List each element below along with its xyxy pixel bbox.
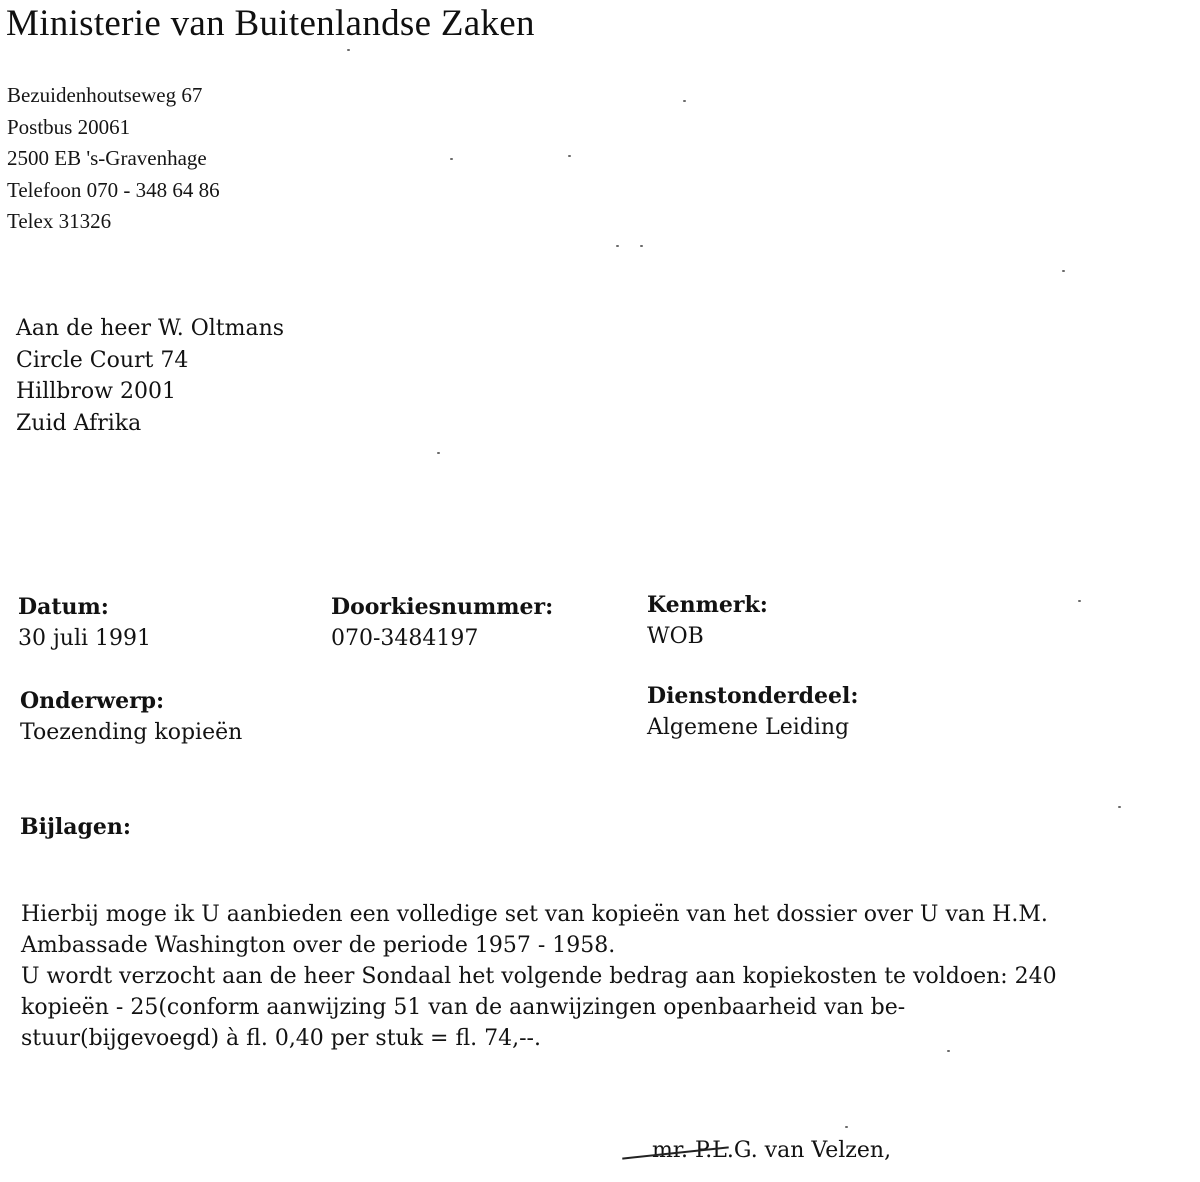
recipient-line: Circle Court 74 xyxy=(16,347,189,373)
signature-line xyxy=(652,1138,891,1163)
doorkiesnummer-value: 070-3484197 xyxy=(331,626,479,651)
signature-name: .G. van Velzen, xyxy=(726,1138,892,1163)
datum-field xyxy=(18,592,151,654)
address-line: Postbus 20061 xyxy=(7,114,131,139)
onderwerp-value: Toezending kopieën xyxy=(20,720,243,745)
kenmerk-field xyxy=(647,590,768,652)
datum-value: 30 juli 1991 xyxy=(18,626,152,651)
bijlagen-field xyxy=(20,812,131,843)
dienstonderdeel-label: Dienstonderdeel: xyxy=(647,683,859,709)
kenmerk-label: Kenmerk: xyxy=(647,592,768,618)
recipient-line: Zuid Afrika xyxy=(16,410,142,436)
scan-speck xyxy=(347,49,350,51)
body-line: Ambassade Washington over de periode 1957 - 1958. xyxy=(21,933,616,958)
kenmerk-value: WOB xyxy=(647,624,704,649)
body-line: stuur(bijgevoegd) à fl. 0,40 per stuk = fl. 74,--. xyxy=(21,1026,541,1051)
address-line: Telex 31326 xyxy=(7,209,112,233)
datum-label: Datum: xyxy=(18,594,109,620)
bijlagen-label: Bijlagen: xyxy=(20,814,132,840)
scan-speck xyxy=(845,1126,848,1128)
doorkiesnummer-field xyxy=(331,592,553,654)
scan-speck xyxy=(1062,270,1065,272)
dienstonderdeel-field xyxy=(647,681,858,743)
scan-speck xyxy=(1078,600,1081,602)
body-line: U wordt verzocht aan de heer Sondaal het volgende bedrag aan kopiekosten te voldoen: 240 xyxy=(21,964,1057,989)
scan-speck xyxy=(437,452,440,454)
recipient-line: Hillbrow 2001 xyxy=(16,379,176,404)
recipient-address xyxy=(16,313,284,439)
ministry-letterhead: Ministerie van Buitenlandse Zaken xyxy=(6,3,535,44)
scan-speck xyxy=(616,245,619,247)
ministry-address xyxy=(7,80,220,238)
address-line: Bezuidenhoutseweg 67 xyxy=(7,83,203,107)
scan-speck xyxy=(450,158,453,160)
dienstonderdeel-value: Algemene Leiding xyxy=(647,715,850,740)
address-line: Telefoon 070 - 348 64 86 xyxy=(7,177,220,202)
scan-speck xyxy=(683,100,686,102)
recipient-line: Aan de heer W. Oltmans xyxy=(16,316,285,341)
signature-struck-initials: mr. P.L xyxy=(652,1138,727,1163)
onderwerp-label: Onderwerp: xyxy=(20,688,165,714)
scan-speck xyxy=(640,245,643,247)
body-line: kopieën - 25(conform aanwijzing 51 van de aanwijzingen openbaarheid van be- xyxy=(21,995,906,1020)
body-line: Hierbij moge ik U aanbieden een volledige set van kopieën van het dossier over U van H.M. xyxy=(21,902,1048,927)
scan-speck xyxy=(947,1050,950,1052)
letter-body xyxy=(21,899,1057,1054)
scan-speck xyxy=(568,155,571,157)
address-line: 2500 EB 's-Gravenhage xyxy=(7,146,207,170)
onderwerp-field xyxy=(20,686,242,748)
doorkiesnummer-label: Doorkiesnummer: xyxy=(331,594,554,620)
scan-speck xyxy=(1118,806,1121,808)
